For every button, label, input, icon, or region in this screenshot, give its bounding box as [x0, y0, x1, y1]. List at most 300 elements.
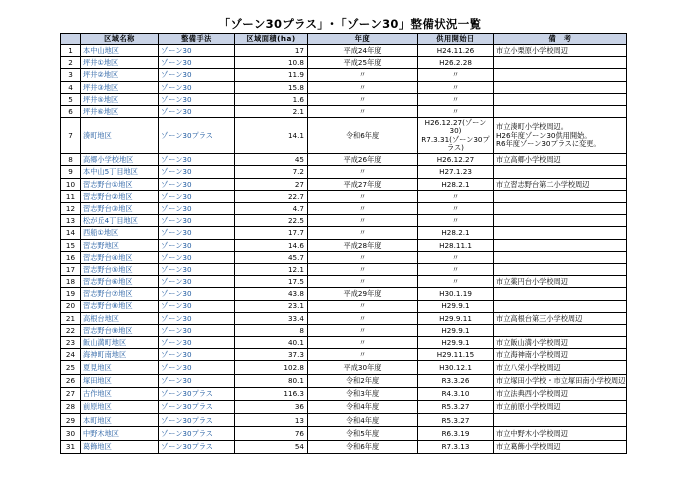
row-number: 25 [61, 361, 81, 374]
area-size: 10.8 [235, 57, 308, 69]
start-date-line: H29.11.15 [436, 350, 475, 360]
start-date [418, 361, 494, 374]
start-date [418, 337, 494, 349]
method: ゾーン30プラス [159, 118, 235, 154]
row-number: 1 [61, 45, 81, 57]
fiscal-year: 令和4年度 [308, 414, 418, 427]
table-row [61, 337, 627, 349]
fiscal-year: 令和5年度 [308, 427, 418, 440]
remarks [494, 227, 627, 239]
area-size: 54 [235, 440, 308, 453]
remarks [494, 154, 627, 166]
start-date-line: 〃 [451, 252, 460, 262]
fiscal-year: 〃 [308, 69, 418, 81]
remarks-line: 市立小栗原小学校周辺 [496, 45, 568, 55]
row-number: 18 [61, 276, 81, 288]
area-name: 坪井②地区 [81, 69, 159, 81]
area-size: 36 [235, 401, 308, 414]
method: ゾーン30 [159, 154, 235, 166]
area-size: 27 [235, 178, 308, 190]
remarks [494, 324, 627, 336]
remarks-line: 市立薬円台小学校周辺 [496, 277, 568, 287]
row-number: 8 [61, 154, 81, 166]
method: ゾーン30 [159, 300, 235, 312]
row-number: 9 [61, 166, 81, 178]
remarks [494, 57, 627, 69]
remarks [494, 93, 627, 105]
table-row [61, 251, 627, 263]
start-date-line: R4.3.10 [441, 389, 470, 399]
start-date-line: 〃 [451, 106, 460, 116]
area-name: 夏見地区 [81, 361, 159, 374]
area-name: 習志野台①地区 [81, 178, 159, 190]
fiscal-year: 〃 [308, 203, 418, 215]
table-row [61, 154, 627, 166]
start-date [418, 263, 494, 275]
table-row [61, 190, 627, 202]
fiscal-year: 〃 [308, 337, 418, 349]
method: ゾーン30 [159, 190, 235, 202]
start-date-line: R7.3.13 [441, 442, 470, 452]
area-size: 76 [235, 427, 308, 440]
row-number: 20 [61, 300, 81, 312]
start-date-line: 〃 [451, 203, 460, 213]
start-date [418, 166, 494, 178]
remarks-line: 市立高郷小学校周辺 [496, 155, 561, 165]
remarks [494, 401, 627, 414]
row-number: 28 [61, 401, 81, 414]
remarks [494, 440, 627, 453]
row-number: 7 [61, 118, 81, 154]
remarks [494, 251, 627, 263]
table-header-row [61, 34, 627, 45]
fiscal-year: 令和3年度 [308, 387, 418, 400]
area-size: 43.8 [235, 288, 308, 300]
start-date [418, 227, 494, 239]
start-date [418, 374, 494, 387]
remarks-line: 市立高根台第三小学校周辺 [496, 313, 583, 323]
remarks-line: 市立湊町小学校周辺。 [496, 122, 568, 132]
fiscal-year: 平成26年度 [308, 154, 418, 166]
start-date-line: H26.12.27(ゾーン30) [424, 118, 487, 136]
row-number: 16 [61, 251, 81, 263]
fiscal-year: 令和6年度 [308, 118, 418, 154]
remarks-line: 市立八栄小学校周辺 [496, 362, 561, 372]
table-row [61, 401, 627, 414]
header-area-name: 区域名称 [81, 34, 159, 45]
start-date [418, 239, 494, 251]
method: ゾーン30プラス [159, 387, 235, 400]
fiscal-year: 〃 [308, 349, 418, 361]
start-date [418, 154, 494, 166]
area-name: 習志野台③地区 [81, 203, 159, 215]
table-row [61, 45, 627, 57]
remarks [494, 337, 627, 349]
remarks [494, 105, 627, 117]
start-date [418, 324, 494, 336]
start-date-line: 〃 [451, 191, 460, 201]
fiscal-year: 平成27年度 [308, 178, 418, 190]
area-size: 7.2 [235, 166, 308, 178]
remarks-line: 市立海神南小学校周辺 [496, 350, 568, 360]
remarks [494, 414, 627, 427]
remarks-line: 市立飯山満小学校周辺 [496, 338, 568, 348]
start-date [418, 427, 494, 440]
remarks [494, 45, 627, 57]
table-row [61, 227, 627, 239]
remarks [494, 178, 627, 190]
fiscal-year: 〃 [308, 300, 418, 312]
area-name: 習志野台⑨地区 [81, 324, 159, 336]
fiscal-year: 平成28年度 [308, 239, 418, 251]
method: ゾーン30 [159, 57, 235, 69]
method: ゾーン30 [159, 69, 235, 81]
area-name: 西船①地区 [81, 227, 159, 239]
area-name: 本町地区 [81, 414, 159, 427]
table-row [61, 203, 627, 215]
start-date [418, 276, 494, 288]
start-date-line: H29.9.11 [439, 313, 472, 323]
area-name: 習志野台⑤地区 [81, 263, 159, 275]
fiscal-year: 〃 [308, 93, 418, 105]
area-name: 中野木地区 [81, 427, 159, 440]
method: ゾーン30 [159, 203, 235, 215]
remarks-line: 市立塚田小学校・市立塚田南小学校周辺 [496, 376, 626, 386]
table-row [61, 288, 627, 300]
area-name: 本中山5丁目地区 [81, 166, 159, 178]
table-row [61, 276, 627, 288]
header-start-date: 供用開始日 [418, 34, 494, 45]
method: ゾーン30 [159, 178, 235, 190]
area-size: 1.6 [235, 93, 308, 105]
start-date-line: R5.3.27 [441, 402, 470, 412]
fiscal-year: 〃 [308, 190, 418, 202]
start-date [418, 45, 494, 57]
row-number: 21 [61, 312, 81, 324]
area-name: 海神町南地区 [81, 349, 159, 361]
fiscal-year: 平成29年度 [308, 288, 418, 300]
remarks [494, 190, 627, 202]
remarks-line: H26年度ゾーン30供用開始。 [496, 130, 592, 140]
page-title: 「ゾーン30プラス」･「ゾーン30」整備状況一覧 [218, 17, 482, 31]
fiscal-year: 令和2年度 [308, 374, 418, 387]
method: ゾーン30 [159, 288, 235, 300]
start-date-line: R6.3.19 [441, 428, 470, 438]
method: ゾーン30 [159, 81, 235, 93]
area-size: 14.6 [235, 239, 308, 251]
start-date-line: H29.9.1 [441, 338, 470, 348]
start-date-line: H26.12.27 [436, 155, 475, 165]
table-row [61, 263, 627, 275]
area-size: 8 [235, 324, 308, 336]
area-name: 習志野台④地区 [81, 251, 159, 263]
fiscal-year: 平成25年度 [308, 57, 418, 69]
area-name: 習志野台⑧地区 [81, 300, 159, 312]
start-date [418, 215, 494, 227]
remarks-line: R6年度ゾーン30プラスに変更。 [496, 138, 601, 148]
area-size: 102.8 [235, 361, 308, 374]
method: ゾーン30 [159, 166, 235, 178]
method: ゾーン30プラス [159, 401, 235, 414]
start-date [418, 203, 494, 215]
remarks [494, 361, 627, 374]
area-size: 45.7 [235, 251, 308, 263]
area-size: 17 [235, 45, 308, 57]
remarks [494, 118, 627, 154]
area-name: 湊町地区 [81, 118, 159, 154]
header-method: 整備手法 [159, 34, 235, 45]
fiscal-year: 平成30年度 [308, 361, 418, 374]
start-date-line: R5.3.27 [441, 415, 470, 425]
start-date-line: H28.2.1 [441, 179, 470, 189]
table-row [61, 427, 627, 440]
start-date [418, 178, 494, 190]
row-number: 29 [61, 414, 81, 427]
start-date-line: H30.1.19 [439, 289, 472, 299]
start-date-line: H28.11.1 [439, 240, 472, 250]
table-row [61, 440, 627, 453]
method: ゾーン30プラス [159, 440, 235, 453]
area-size: 22.5 [235, 215, 308, 227]
remarks [494, 387, 627, 400]
start-date [418, 81, 494, 93]
remarks [494, 81, 627, 93]
start-date [418, 57, 494, 69]
area-name: 前原地区 [81, 401, 159, 414]
row-number: 3 [61, 69, 81, 81]
remarks [494, 427, 627, 440]
area-name: 本中山地区 [81, 45, 159, 57]
fiscal-year: 〃 [308, 324, 418, 336]
header-no [61, 34, 81, 45]
zone30-status-table [60, 33, 627, 454]
remarks [494, 263, 627, 275]
area-size: 4.7 [235, 203, 308, 215]
method: ゾーン30 [159, 251, 235, 263]
table-row [61, 105, 627, 117]
row-number: 19 [61, 288, 81, 300]
area-name: 古作地区 [81, 387, 159, 400]
remarks [494, 215, 627, 227]
area-name: 習志野台⑥地区 [81, 276, 159, 288]
table-row [61, 69, 627, 81]
area-size: 13 [235, 414, 308, 427]
remarks [494, 69, 627, 81]
start-date-line: H28.2.1 [441, 228, 470, 238]
start-date-line: H27.1.23 [439, 167, 472, 177]
table-row [61, 414, 627, 427]
start-date [418, 401, 494, 414]
start-date [418, 414, 494, 427]
fiscal-year: 〃 [308, 227, 418, 239]
row-number: 14 [61, 227, 81, 239]
table-row [61, 387, 627, 400]
start-date-line: H24.11.26 [436, 45, 475, 55]
start-date-line: H29.9.1 [441, 325, 470, 335]
fiscal-year: 〃 [308, 312, 418, 324]
area-name: 習志野台②地区 [81, 190, 159, 202]
area-name: 塚田地区 [81, 374, 159, 387]
remarks [494, 288, 627, 300]
row-number: 12 [61, 203, 81, 215]
fiscal-year: 〃 [308, 166, 418, 178]
fiscal-year: 〃 [308, 251, 418, 263]
method: ゾーン30 [159, 239, 235, 251]
start-date-line: 〃 [451, 277, 460, 287]
method: ゾーン30 [159, 227, 235, 239]
start-date [418, 190, 494, 202]
row-number: 23 [61, 337, 81, 349]
row-number: 22 [61, 324, 81, 336]
table-row [61, 239, 627, 251]
start-date [418, 440, 494, 453]
area-name: 習志野台⑦地区 [81, 288, 159, 300]
table-row [61, 178, 627, 190]
start-date-line: H29.9.1 [441, 301, 470, 311]
method: ゾーン30 [159, 215, 235, 227]
remarks [494, 203, 627, 215]
start-date-line: H30.12.1 [439, 362, 472, 372]
start-date-line: R3.3.26 [441, 376, 470, 386]
start-date [418, 93, 494, 105]
start-date [418, 349, 494, 361]
fiscal-year: 〃 [308, 81, 418, 93]
start-date-line: 〃 [451, 216, 460, 226]
fiscal-year: 平成24年度 [308, 45, 418, 57]
row-number: 2 [61, 57, 81, 69]
row-number: 27 [61, 387, 81, 400]
start-date-line: 〃 [451, 94, 460, 104]
area-size: 37.3 [235, 349, 308, 361]
table-row [61, 118, 627, 154]
start-date-line: R7.3.31(ゾーン30プラス) [421, 134, 490, 152]
area-size: 116.3 [235, 387, 308, 400]
table-row [61, 166, 627, 178]
area-size: 23.1 [235, 300, 308, 312]
row-number: 24 [61, 349, 81, 361]
method: ゾーン30 [159, 337, 235, 349]
start-date [418, 69, 494, 81]
start-date [418, 300, 494, 312]
table-row [61, 93, 627, 105]
remarks [494, 300, 627, 312]
area-size: 22.7 [235, 190, 308, 202]
remarks [494, 276, 627, 288]
area-name: 飯山満町地区 [81, 337, 159, 349]
remarks-line: 市立前原小学校周辺 [496, 402, 561, 412]
area-name: 高根台地区 [81, 312, 159, 324]
start-date [418, 118, 494, 154]
start-date [418, 105, 494, 117]
method: ゾーン30 [159, 349, 235, 361]
table-row [61, 374, 627, 387]
method: ゾーン30 [159, 276, 235, 288]
table-row [61, 361, 627, 374]
method: ゾーン30 [159, 324, 235, 336]
method: ゾーン30 [159, 263, 235, 275]
remarks-line: 市立葛飾小学校周辺 [496, 442, 561, 452]
start-date [418, 387, 494, 400]
method: ゾーン30 [159, 45, 235, 57]
area-size: 17.5 [235, 276, 308, 288]
area-size: 17.7 [235, 227, 308, 239]
remarks [494, 349, 627, 361]
fiscal-year: 〃 [308, 263, 418, 275]
area-name: 葛飾地区 [81, 440, 159, 453]
method: ゾーン30 [159, 312, 235, 324]
table-row [61, 81, 627, 93]
remarks [494, 166, 627, 178]
method: ゾーン30 [159, 93, 235, 105]
remarks-line: 市立習志野台第二小学校周辺 [496, 179, 590, 189]
method: ゾーン30 [159, 374, 235, 387]
area-name: 松が丘4丁目地区 [81, 215, 159, 227]
area-name: 坪井③地区 [81, 81, 159, 93]
start-date [418, 251, 494, 263]
table-row [61, 300, 627, 312]
remarks-line: 市立中野木小学校周辺 [496, 428, 568, 438]
method: ゾーン30 [159, 105, 235, 117]
row-number: 5 [61, 93, 81, 105]
method: ゾーン30プラス [159, 427, 235, 440]
header-area-size: 区域面積(ha) [235, 34, 308, 45]
start-date-line: 〃 [451, 70, 460, 80]
area-size: 33.4 [235, 312, 308, 324]
area-size: 80.1 [235, 374, 308, 387]
row-number: 10 [61, 178, 81, 190]
header-fiscal-year: 年度 [308, 34, 418, 45]
fiscal-year: 〃 [308, 105, 418, 117]
row-number: 4 [61, 81, 81, 93]
remarks [494, 239, 627, 251]
row-number: 17 [61, 263, 81, 275]
start-date-line: 〃 [451, 82, 460, 92]
table-row [61, 57, 627, 69]
fiscal-year: 〃 [308, 215, 418, 227]
remarks [494, 312, 627, 324]
start-date-line: H26.2.28 [439, 58, 472, 68]
area-size: 15.8 [235, 81, 308, 93]
table-row [61, 349, 627, 361]
row-number: 11 [61, 190, 81, 202]
row-number: 30 [61, 427, 81, 440]
header-remarks: 備 考 [494, 34, 627, 45]
area-size: 14.1 [235, 118, 308, 154]
area-size: 45 [235, 154, 308, 166]
remarks-line: 市立法典西小学校周辺 [496, 389, 568, 399]
row-number: 13 [61, 215, 81, 227]
table-row [61, 324, 627, 336]
area-size: 12.1 [235, 263, 308, 275]
area-name: 高郷小学校地区 [81, 154, 159, 166]
start-date [418, 288, 494, 300]
fiscal-year: 令和6年度 [308, 440, 418, 453]
area-name: 坪井⑤地区 [81, 93, 159, 105]
fiscal-year: 令和4年度 [308, 401, 418, 414]
method: ゾーン30プラス [159, 414, 235, 427]
remarks [494, 374, 627, 387]
area-size: 40.1 [235, 337, 308, 349]
area-name: 坪井⑥地区 [81, 105, 159, 117]
method: ゾーン30 [159, 361, 235, 374]
start-date [418, 312, 494, 324]
row-number: 26 [61, 374, 81, 387]
start-date-line: 〃 [451, 264, 460, 274]
row-number: 31 [61, 440, 81, 453]
area-size: 11.9 [235, 69, 308, 81]
area-size: 2.1 [235, 105, 308, 117]
table-body [61, 45, 627, 454]
